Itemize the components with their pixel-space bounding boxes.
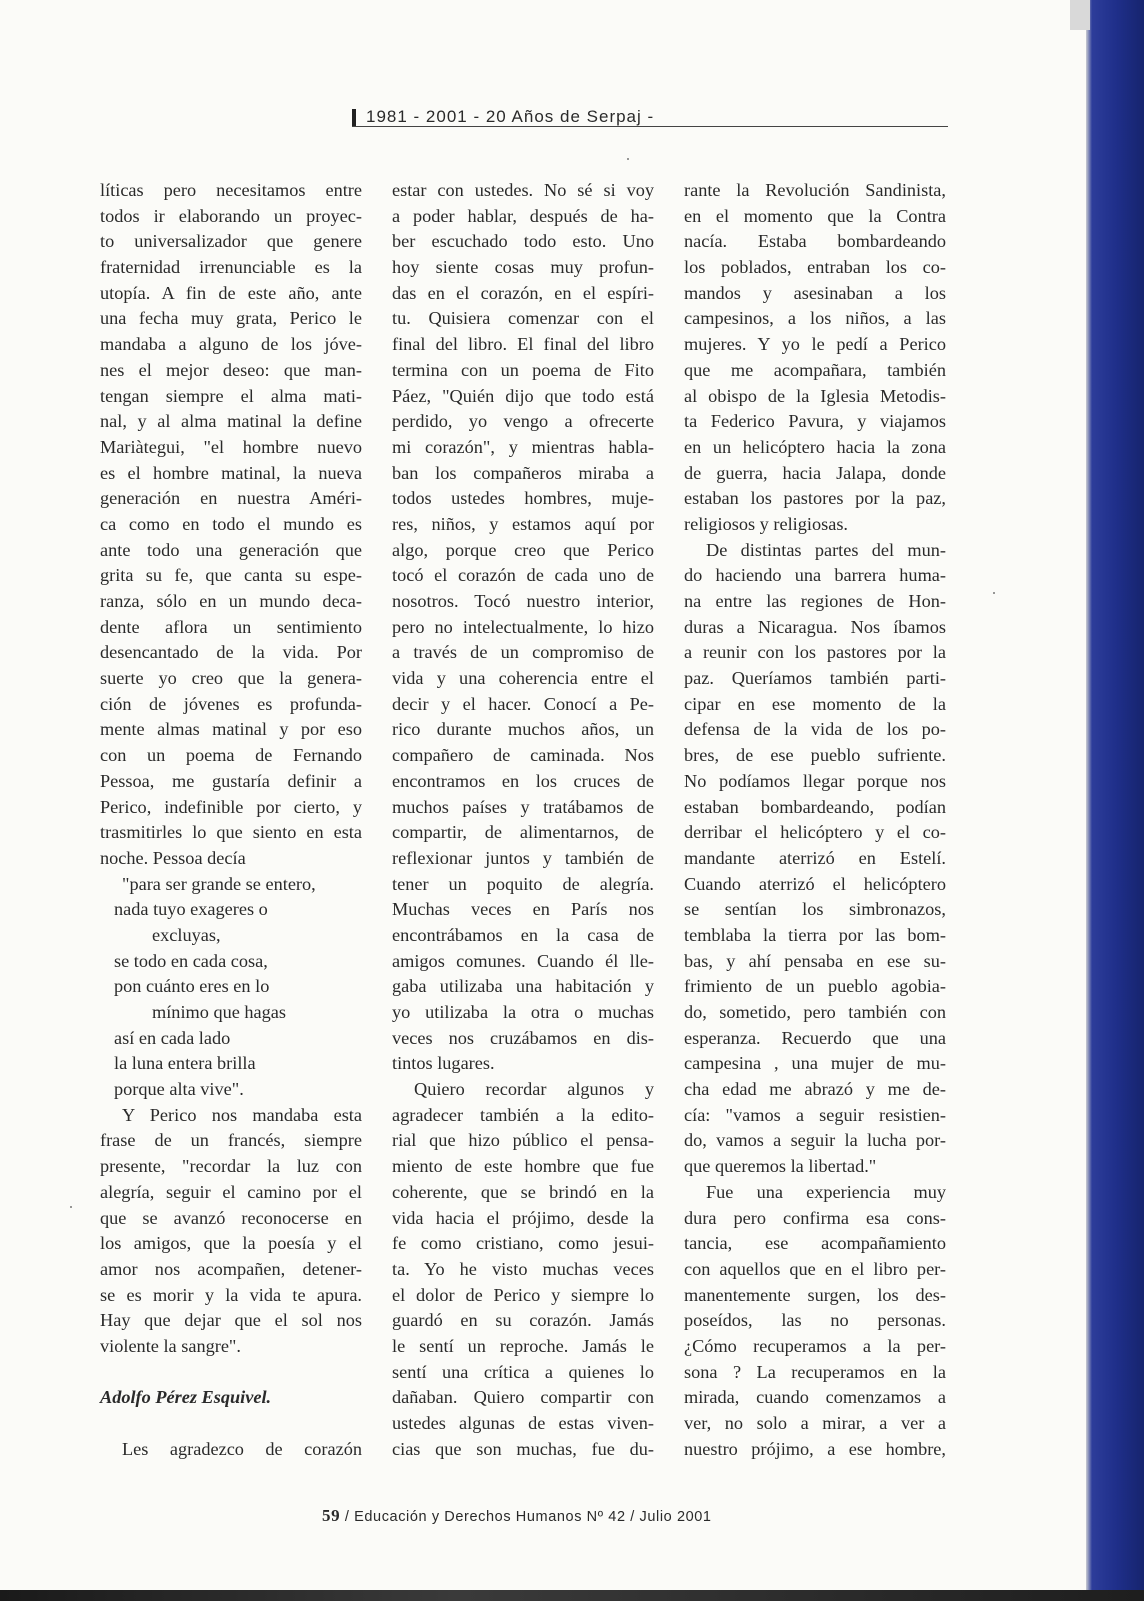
text-line: encontramos en los cruces de bbox=[392, 770, 654, 791]
text-line: se sentían los simbronazos, bbox=[684, 899, 946, 920]
text-line: ción de jóvenes es profunda- bbox=[100, 693, 362, 714]
text-line: los amigos, que la poesía y el bbox=[100, 1233, 362, 1254]
text-line: a través de un compromiso de bbox=[392, 642, 654, 663]
text-line: frase de un francés, siempre bbox=[100, 1130, 362, 1151]
text-line: estaban bombardeando, podían bbox=[684, 796, 946, 817]
text-column-1 bbox=[100, 178, 362, 1462]
text-line: rante la Revolución Sandinista, bbox=[684, 180, 946, 200]
text-line: campesinos, a los niños, a las bbox=[684, 308, 946, 329]
text-line: mente almas matinal y por eso bbox=[100, 719, 362, 740]
text-line: defensa de la vida de los po- bbox=[684, 719, 946, 740]
text-line: a poder hablar, después de ha- bbox=[392, 205, 654, 226]
text-line: con un poema de Fernando bbox=[100, 745, 362, 766]
text-line: frimiento de un pueblo agobia- bbox=[684, 976, 946, 997]
text-column-3 bbox=[684, 178, 946, 1462]
text-line: mujeres. Y yo le pedí a Perico bbox=[684, 334, 946, 355]
text-line: cias que son muchas, fue du- bbox=[392, 1438, 654, 1459]
scan-speck bbox=[993, 592, 995, 594]
text-line: rial que hizo público el pensa- bbox=[392, 1130, 654, 1151]
text-line: cha edad me abrazó y me de- bbox=[684, 1079, 946, 1100]
text-line: Hay que dejar que el sol nos bbox=[100, 1310, 362, 1331]
text-line: ustedes algunas de estas viven- bbox=[392, 1413, 654, 1433]
text-line: reflexionar juntos y también de bbox=[392, 847, 654, 868]
text-line: nacía. Estaba bombardeando bbox=[684, 231, 946, 252]
text-line: Les agradezco de corazón bbox=[122, 1438, 362, 1459]
text-line: No podíamos llegar porque nos bbox=[684, 770, 946, 791]
text-line: líticas pero necesitamos entre bbox=[100, 180, 362, 200]
text-line: dañaban. Quiero compartir con bbox=[392, 1387, 654, 1408]
text-line: Fue una experiencia muy bbox=[706, 1181, 946, 1202]
header-rule bbox=[352, 126, 948, 127]
text-line: rico durante muchos años, un bbox=[392, 719, 654, 740]
text-line: tu. Quisiera comenzar con el bbox=[392, 308, 654, 329]
text-line: generación en nuestra Améri- bbox=[100, 488, 362, 509]
blue-page-edge bbox=[1086, 0, 1144, 1601]
text-line: que queremos la libertad." bbox=[684, 1156, 877, 1177]
scan-speck bbox=[627, 158, 629, 160]
text-line: mi corazón", y mientras habla- bbox=[392, 436, 654, 457]
text-line: mandaba a alguno de los jóve- bbox=[100, 334, 362, 355]
text-line: ban los compañeros miraba a bbox=[392, 462, 654, 483]
text-line: trasmitirles lo que siento en esta bbox=[100, 822, 362, 843]
text-line: a reunir con los pastores por la bbox=[684, 642, 946, 663]
scan-speck bbox=[70, 1206, 72, 1208]
text-line: Perico, indefinible por cierto, y bbox=[100, 796, 362, 817]
text-line: dura pero confirma esa cons- bbox=[684, 1207, 946, 1228]
text-line: compañero de caminada. Nos bbox=[392, 745, 654, 766]
text-line: agradecer también a la edito- bbox=[392, 1104, 654, 1125]
text-line: final del libro. El final del libro bbox=[392, 334, 654, 355]
text-line: tancia, ese acompañamiento bbox=[684, 1233, 946, 1254]
text-line: suerte yo creo que la genera- bbox=[100, 668, 362, 689]
text-line: veces nos cruzábamos en dis- bbox=[392, 1027, 654, 1048]
text-line: que se avanzó reconocerse en bbox=[100, 1207, 362, 1228]
text-line: todos ir elaborando un proyec- bbox=[100, 205, 362, 226]
text-line: tocó el corazón de cada uno de bbox=[392, 565, 654, 586]
text-line: ante todo una generación que bbox=[100, 539, 362, 560]
text-line: al obispo de la Iglesia Metodis- bbox=[684, 385, 946, 406]
text-line: Muchas veces en París nos bbox=[392, 899, 654, 920]
text-line: nada tuyo exageres o bbox=[114, 899, 268, 920]
text-line: encontrábamos en la casa de bbox=[392, 924, 654, 945]
text-line: mínimo que hagas bbox=[152, 1002, 287, 1022]
scan-bottom-edge bbox=[0, 1590, 1144, 1601]
text-line: los poblados, entraban los co- bbox=[684, 257, 946, 278]
text-line: poseídos, las no personas. bbox=[684, 1310, 946, 1331]
text-line: pon cuánto eres en lo bbox=[114, 976, 270, 997]
text-line: tener un poquito de alegría. bbox=[392, 873, 654, 894]
text-line: paz. Queríamos también parti- bbox=[684, 668, 946, 689]
text-line: ranza, sólo en un mundo deca- bbox=[100, 591, 362, 611]
text-line: noche. Pessoa decía bbox=[100, 847, 246, 868]
text-line: muchos países y tratábamos de bbox=[392, 796, 654, 817]
text-line bbox=[100, 1411, 362, 1437]
text-line: ver, no solo a mirar, a ver a bbox=[684, 1413, 946, 1433]
text-line: bas, y ahí pensaba en ese su- bbox=[684, 950, 946, 971]
text-line: todos ustedes hombres, muje- bbox=[392, 488, 654, 509]
text-line: ¿Cómo recuperamos a la per- bbox=[684, 1335, 946, 1356]
text-line: sona ? La recuperamos en la bbox=[684, 1361, 946, 1382]
text-line: ber escuchado todo esto. Uno bbox=[392, 231, 654, 252]
page-number: 59 bbox=[322, 1506, 341, 1525]
text-line: hoy siente cosas muy profun- bbox=[392, 257, 654, 278]
text-line: derribar el helicóptero y el co- bbox=[684, 822, 946, 843]
text-line: fe como cristiano, como jesui- bbox=[392, 1233, 654, 1254]
text-column-2 bbox=[392, 178, 654, 1462]
text-line: estar con ustedes. No sé si voy bbox=[392, 180, 654, 200]
text-line: le sentí un reproche. Jamás le bbox=[392, 1335, 654, 1356]
text-line: tengan siempre el alma mati- bbox=[100, 385, 362, 406]
text-line: mirada, cuando comenzamos a bbox=[684, 1387, 946, 1408]
text-line: tintos lugares. bbox=[392, 1053, 495, 1074]
text-line: campesina , una mujer de mu- bbox=[684, 1053, 946, 1074]
text-line: nuestro prójimo, a ese hombre, bbox=[684, 1438, 946, 1459]
text-line: do, vamos a seguir la lucha por- bbox=[684, 1130, 946, 1151]
header-bar bbox=[352, 109, 356, 126]
text-line: "para ser grande se entero, bbox=[122, 873, 316, 894]
text-line: do, sometido, pero también con bbox=[684, 1002, 946, 1022]
text-line: así en cada lado bbox=[114, 1027, 231, 1048]
text-line: gaba utilizaba una habitación y bbox=[392, 976, 654, 997]
text-line: desencantado de la vida. Por bbox=[100, 642, 362, 663]
page-footer bbox=[322, 1506, 722, 1526]
text-line: das en el corazón, en el espíri- bbox=[392, 282, 654, 303]
footer-text: / Educación y Derechos Humanos Nº 42 / Julio 2001 bbox=[340, 1509, 712, 1525]
text-line: con aquellos que en el libro per- bbox=[684, 1258, 946, 1279]
running-header bbox=[352, 108, 948, 126]
text-line: grita su fe, que canta su espe- bbox=[100, 565, 362, 586]
text-line: esperanza. Recuerdo que una bbox=[684, 1027, 946, 1048]
author-signature: Adolfo Pérez Esquivel. bbox=[100, 1387, 272, 1408]
text-line: termina con un poema de Fito bbox=[392, 359, 654, 380]
text-line bbox=[100, 1360, 362, 1386]
text-line: miento de este hombre que fue bbox=[392, 1156, 654, 1177]
text-line: res, niños, y estamos aquí por bbox=[392, 513, 654, 534]
text-line: duras a Nicaragua. Nos íbamos bbox=[684, 616, 946, 637]
text-line: decir y el hacer. Conocí a Pe- bbox=[392, 693, 654, 714]
text-line: manentemente surgen, los des- bbox=[684, 1284, 946, 1305]
text-line: ca como en todo el mundo es bbox=[100, 513, 362, 534]
text-line: cipar en ese momento de la bbox=[684, 693, 946, 714]
text-line: vida y una coherencia entre el bbox=[392, 668, 654, 689]
text-line: porque alta vive". bbox=[114, 1079, 244, 1100]
text-line: to universalizador que genere bbox=[100, 231, 362, 252]
header-text: 1981 - 2001 - 20 Años de Serpaj - bbox=[366, 107, 655, 126]
text-line: amor nos acompañen, detener- bbox=[100, 1258, 362, 1279]
text-line: na entre las regiones de Hon- bbox=[684, 591, 946, 611]
text-line: se todo en cada cosa, bbox=[114, 950, 268, 971]
text-line: en un helicóptero hacia la zona bbox=[684, 436, 946, 457]
text-line: mandos y asesinaban a los bbox=[684, 282, 946, 303]
text-line: ta. Yo he visto muchas veces bbox=[392, 1258, 654, 1279]
text-line: compartir, de alimentarnos, de bbox=[392, 822, 654, 843]
text-line: la luna entera brilla bbox=[114, 1053, 256, 1074]
text-line: Pessoa, me gustaría definir a bbox=[100, 770, 362, 791]
text-line: en el momento que la Contra bbox=[684, 205, 946, 226]
text-line: una fecha muy grata, Perico le bbox=[100, 308, 362, 329]
text-line: el dolor de Perico y siempre lo bbox=[392, 1284, 654, 1305]
text-line: fraternidad irrenunciable es la bbox=[100, 257, 362, 278]
text-line: vida hacia el prójimo, desde la bbox=[392, 1207, 654, 1228]
text-line: yo utilizaba la otra o muchas bbox=[392, 1002, 654, 1022]
text-line: mandante aterrizó en Estelí. bbox=[684, 847, 946, 868]
text-line: bres, de ese pueblo sufriente. bbox=[684, 745, 946, 766]
text-line: guardó en su corazón. Jamás bbox=[392, 1310, 654, 1331]
text-line: se es morir y la vida te apura. bbox=[100, 1284, 362, 1305]
text-line: Y Perico nos mandaba esta bbox=[122, 1104, 362, 1125]
text-line: temblaba la tierra por las bom- bbox=[684, 924, 946, 945]
text-line: estaban los pastores por la paz, bbox=[684, 488, 946, 509]
text-line: excluyas, bbox=[152, 924, 221, 945]
text-line: cía: "vamos a seguir resistien- bbox=[684, 1104, 946, 1125]
text-line: algo, porque creo que Perico bbox=[392, 539, 654, 560]
text-line: religiosos y religiosas. bbox=[684, 513, 849, 534]
text-line: violente la sangre". bbox=[100, 1335, 241, 1356]
text-line: dente aflora un sentimiento bbox=[100, 616, 362, 637]
text-line: perdido, yo vengo a ofrecerte bbox=[392, 411, 654, 432]
text-line: alegría, seguir el camino por el bbox=[100, 1181, 362, 1202]
text-line: de guerra, hacia Jalapa, donde bbox=[684, 462, 946, 483]
text-line: do haciendo una barrera huma- bbox=[684, 565, 946, 586]
text-line: amigos comunes. Cuando él lle- bbox=[392, 950, 654, 971]
text-line: nes el mejor deseo: que man- bbox=[100, 359, 362, 380]
text-line: que me acompañara, también bbox=[684, 359, 946, 380]
text-line: coherente, que se brindó en la bbox=[392, 1181, 654, 1202]
text-line: Páez, "Quién dijo que todo está bbox=[392, 385, 654, 406]
text-line: De distintas partes del mun- bbox=[706, 539, 946, 560]
text-line: ta Federico Pavura, y viajamos bbox=[684, 411, 946, 432]
text-line: Quiero recordar algunos y bbox=[414, 1079, 654, 1100]
text-line: pero no intelectualmente, lo hizo bbox=[392, 616, 654, 637]
binding-strip bbox=[1070, 0, 1090, 30]
text-line: Mariàtegui, "el hombre nuevo bbox=[100, 436, 362, 457]
text-line: utopía. A fin de este año, ante bbox=[100, 282, 362, 303]
text-line: Cuando aterrizó el helicóptero bbox=[684, 873, 946, 894]
text-line: sentí una crítica a quienes lo bbox=[392, 1361, 654, 1382]
text-line: nosotros. Tocó nuestro interior, bbox=[392, 591, 654, 611]
text-line: es el hombre matinal, la nueva bbox=[100, 462, 362, 483]
text-line: presente, "recordar la luz con bbox=[100, 1156, 362, 1177]
text-line: nal, y al alma matinal la define bbox=[100, 411, 362, 432]
